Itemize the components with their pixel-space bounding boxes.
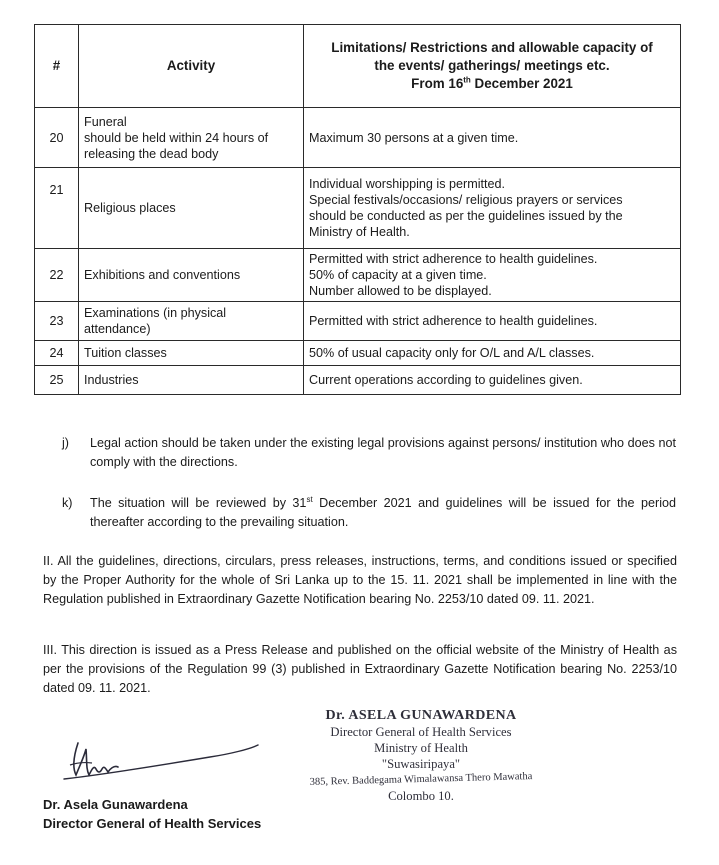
official-stamp [296, 708, 546, 804]
table-row [35, 302, 681, 341]
stamp-name: Dr. ASELA GUNAWARDENA [325, 708, 517, 723]
table-row [35, 341, 681, 366]
activity-line: attendance) [84, 322, 151, 336]
header-date-sup: th [463, 75, 471, 85]
table-row [35, 108, 681, 168]
header-lim-line1: Limitations/ Restrictions and allowable capacity of [331, 40, 653, 55]
signatory-block [43, 795, 261, 833]
header-date-pre: From 16 [411, 76, 464, 91]
stamp-line4: 385, Rev. Baddegama Wimalawansa Thero Mawatha [309, 771, 533, 788]
item-j-text: Legal action should be taken under the existing legal provisions against persons/ institution who does not comply with the directions. [90, 436, 676, 469]
row-limits [304, 302, 681, 341]
row-activity [79, 108, 304, 168]
activity-line: Tuition classes [84, 346, 167, 360]
activity-line: Funeral [84, 114, 127, 129]
activity-line: Examinations (in physical [84, 306, 227, 320]
row-number: 20 [35, 108, 79, 168]
stamp-line5: Colombo 10. [388, 789, 454, 803]
row-limits [304, 341, 681, 366]
row-activity [79, 366, 304, 395]
header-limitations [304, 25, 681, 108]
limit-line: Permitted with strict adherence to health guidelines. [309, 252, 598, 266]
signatory-title: Director General of Health Services [43, 816, 262, 831]
item-k [62, 494, 676, 532]
limit-line: Number allowed to be displayed. [309, 284, 492, 298]
row-number: 23 [35, 302, 79, 341]
row-activity [79, 302, 304, 341]
item-k-text-pre: The situation will be reviewed by 31 [90, 496, 307, 510]
row-activity [79, 168, 304, 249]
table-row [35, 249, 681, 302]
stamp-line1: Director General of Health Services [330, 725, 512, 739]
row-limits [304, 108, 681, 168]
item-k-sup: st [306, 494, 313, 504]
limit-line: Ministry of Health. [309, 225, 410, 239]
header-lim-line3 [309, 75, 675, 93]
row-number: 25 [35, 366, 79, 395]
item-k-text [90, 494, 676, 532]
stamp-line3: "Suwasiripaya" [381, 757, 461, 771]
item-k-label: k) [62, 496, 73, 510]
activity-line: Religious places [84, 201, 176, 215]
activity-line: Exhibitions and conventions [84, 268, 241, 282]
row-activity [79, 341, 304, 366]
signatory-name: Dr. Asela Gunawardena [43, 797, 188, 812]
activity-line: releasing the dead body [84, 146, 219, 161]
limit-line: Maximum 30 persons at a given time. [309, 130, 519, 145]
header-activity: Activity [79, 25, 304, 108]
table-row [35, 168, 681, 249]
limit-line: should be conducted as per the guidelines issued by the [309, 209, 623, 223]
row-limits [304, 168, 681, 249]
item-j [62, 434, 676, 472]
header-date-post: December 2021 [470, 76, 573, 91]
stamp-line2: Ministry of Health [374, 741, 468, 755]
header-num: # [35, 25, 79, 108]
row-limits [304, 366, 681, 395]
row-activity [79, 249, 304, 302]
table-header-row [35, 25, 681, 108]
limit-line: Permitted with strict adherence to health guidelines. [309, 314, 598, 328]
header-lim-line2: the events/ gatherings/ meetings etc. [374, 58, 610, 73]
item-k-text-post: December 2021 and guidelines will be issued for the period thereafter according to the prevailing situation. [90, 496, 676, 529]
limit-line: 50% of capacity at a given time. [309, 268, 487, 282]
limit-line: 50% of usual capacity only for O/L and A/L classes. [309, 346, 595, 360]
limit-line: Individual worshipping is permitted. [309, 177, 506, 191]
item-j-label: j) [62, 436, 69, 450]
row-number: 24 [35, 341, 79, 366]
section-ii: II. All the guidelines, directions, circulars, press releases, instructions, terms, and conditions issued or specified by the Proper Authority for the whole of Sri Lanka up to the 15. 11. 2021 shall be implemented in line with the Regulation published in Extraordinary Gazette Notification bearing No. 2253/10 dated 09. 11. 2021. [43, 554, 677, 606]
activity-line: Industries [84, 373, 139, 387]
restrictions-table [34, 24, 681, 395]
limit-line: Special festivals/occasions/ religious prayers or services [309, 193, 623, 207]
activity-line: should be held within 24 hours of [84, 130, 269, 145]
row-number: 21 [35, 168, 79, 249]
row-number: 22 [35, 249, 79, 302]
section-iii: III. This direction is issued as a Press Release and published on the official website of the Ministry of Health as per the provisions of the Regulation 99 (3) published in Extraordinary Gazette Notification bearing No. 2253/10 dated 09. 11. 2021. [43, 643, 677, 695]
limit-line: Current operations according to guidelines given. [309, 373, 583, 387]
table-row [35, 366, 681, 395]
row-limits [304, 249, 681, 302]
